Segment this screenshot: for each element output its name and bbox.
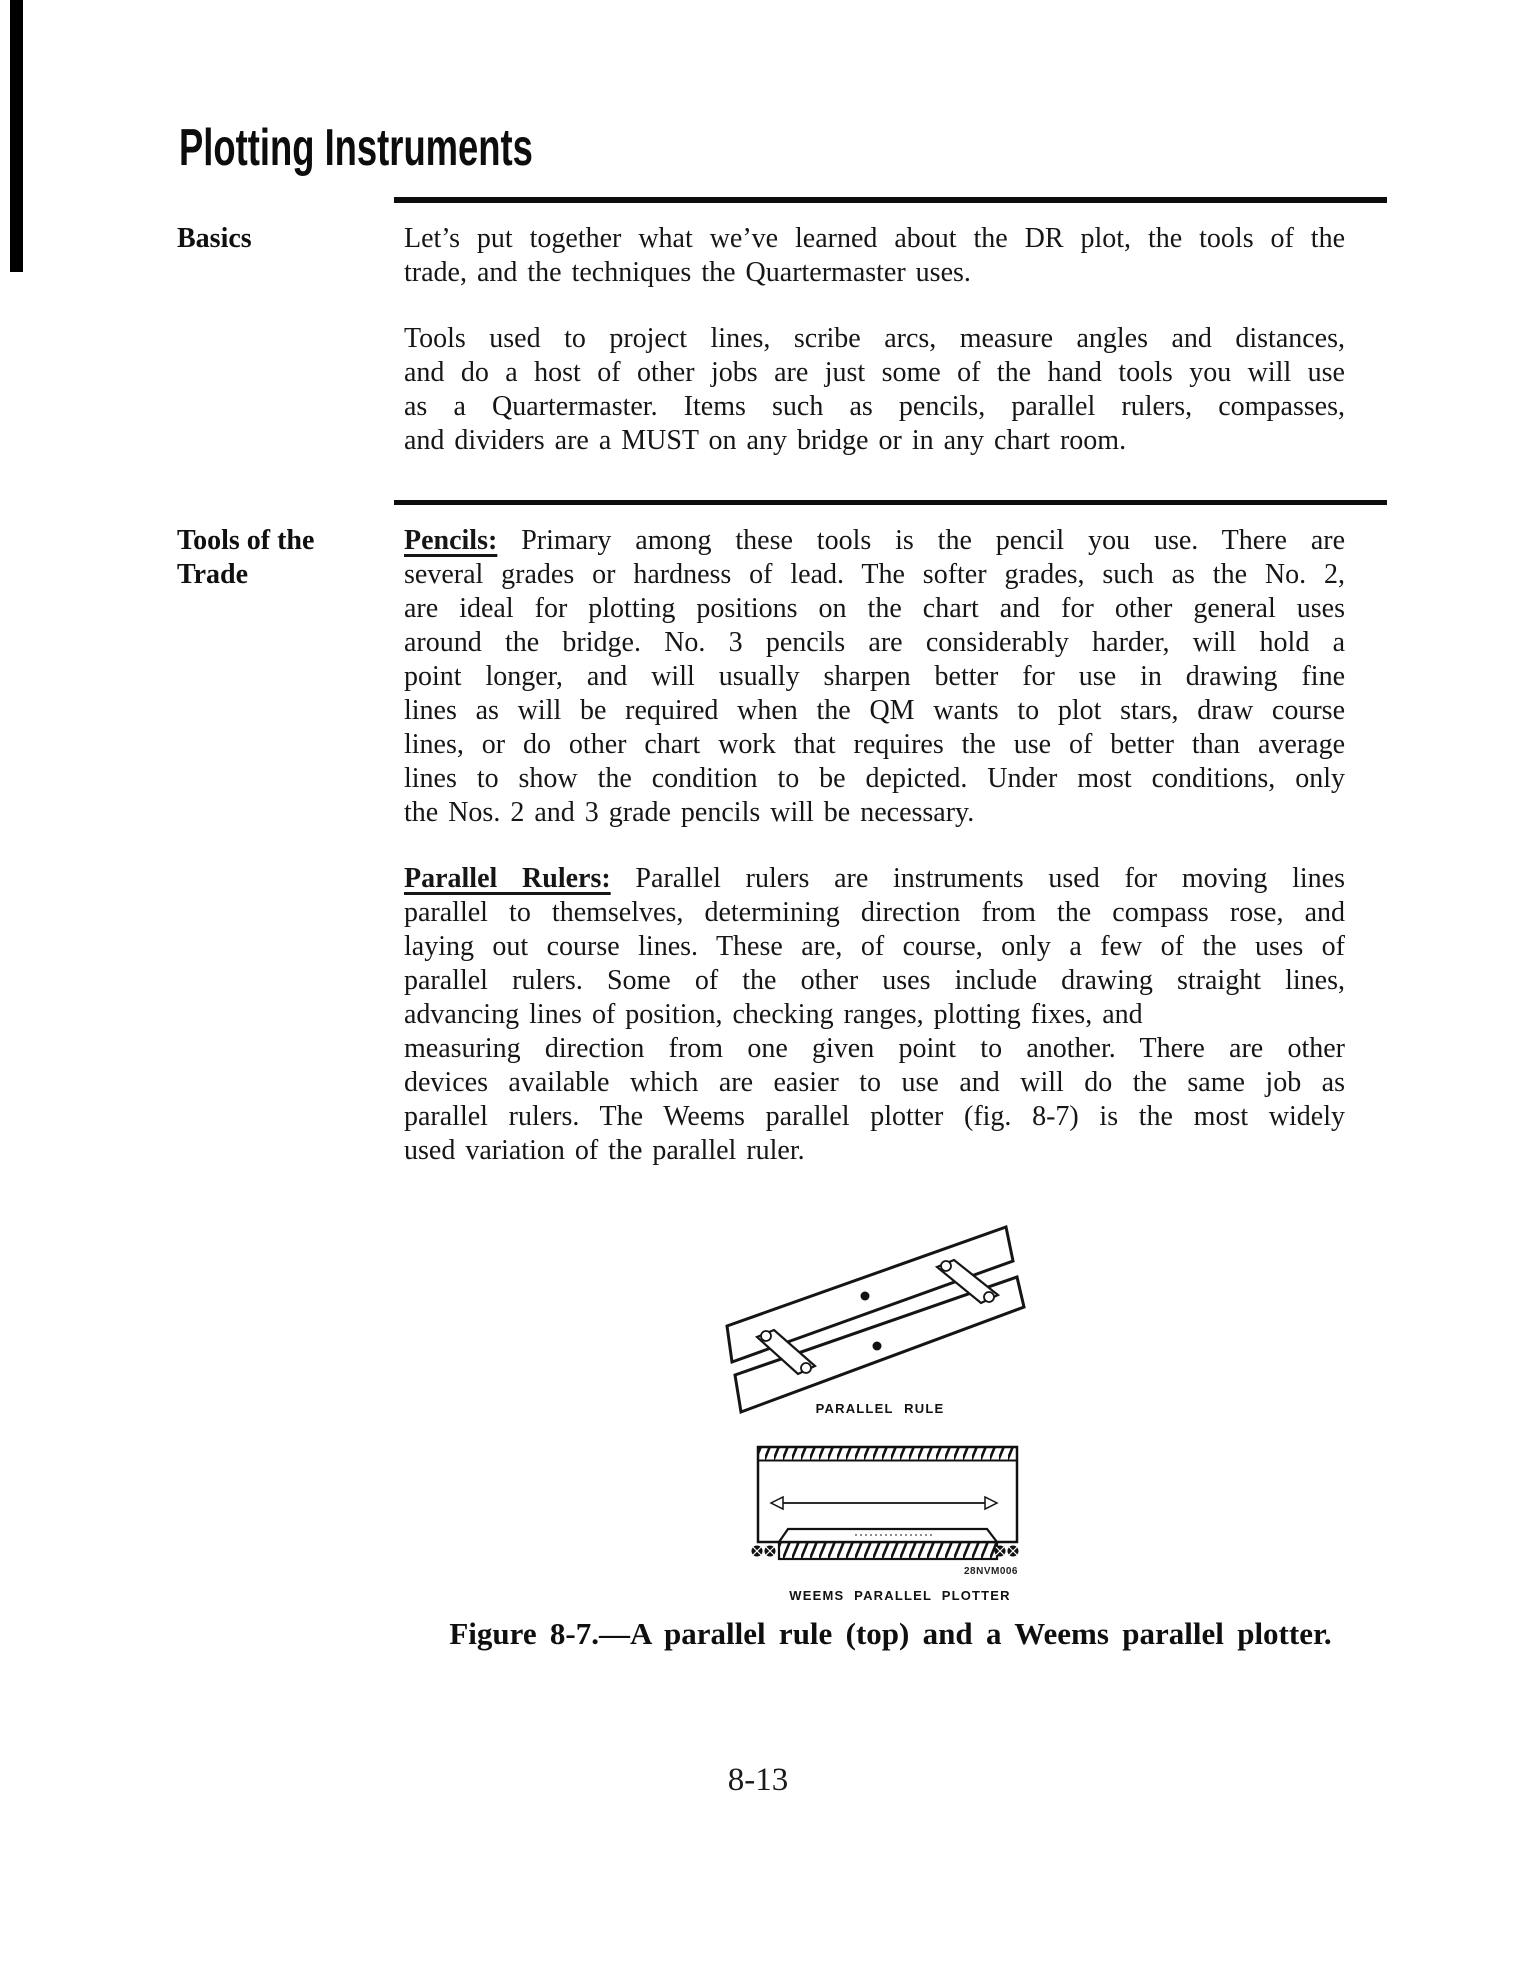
- screw-icon: [984, 1292, 994, 1302]
- text-line: lines as will be required when the QM wants to plot stars, draw course: [404, 695, 1345, 726]
- scan-artifact-bar: [10, 0, 23, 272]
- text-line: Parallel Rulers: Parallel rulers are instruments used for moving lines: [404, 863, 1345, 894]
- text-line: point longer, and will usually sharpen better for use in drawing fine: [404, 661, 1345, 692]
- text-line: lines to show the condition to be depicted. Under most conditions, only: [404, 763, 1345, 794]
- text-line: laying out course lines. These are, of course, only a few of the uses of: [404, 931, 1345, 962]
- section-divider-middle: [394, 500, 1387, 505]
- paragraph-basics-intro: [404, 222, 1345, 290]
- text-line: Pencils: Primary among these tools is the pencil you use. There are: [404, 525, 1345, 556]
- text-line: as a Quartermaster. Items such as pencils, parallel rulers, compasses,: [404, 391, 1345, 422]
- text-line: devices available which are easier to use and will do the same job as: [404, 1067, 1345, 1098]
- parallel-rule-illustration: [640, 1190, 1120, 1425]
- roller-wheel-icon: [995, 1546, 1006, 1557]
- paragraph-pencils: [404, 524, 1345, 830]
- section-label-tools-of-the-trade: Tools of the Trade: [177, 525, 315, 590]
- text-line: parallel rulers. Some of the other uses include drawing straight lines,: [404, 965, 1345, 996]
- roller-wheel-icon: [752, 1546, 763, 1557]
- text-line: Let’s put together what we’ve learned about the DR plot, the tools of the: [404, 223, 1345, 254]
- weems-plotter-label: WEEMS PARALLEL PLOTTER: [789, 1588, 1011, 1603]
- paragraph-parallel-rulers: [404, 862, 1345, 1168]
- text-line: parallel rulers. The Weems parallel plotter (fig. 8-7) is the most widely: [404, 1101, 1345, 1132]
- text-line: are ideal for plotting positions on the chart and for other general uses: [404, 593, 1345, 624]
- text-line: trade, and the techniques the Quartermaster uses.: [404, 257, 971, 288]
- text-line: lines, or do other chart work that requires the use of better than average: [404, 729, 1345, 760]
- text-line: Tools used to project lines, scribe arcs, measure angles and distances,: [404, 323, 1345, 354]
- text-line: and do a host of other jobs are just some of the hand tools you will use: [404, 357, 1345, 388]
- run-in-heading: Pencils:: [404, 525, 498, 556]
- page-number: 8-13: [727, 1762, 789, 1798]
- text-line: advancing lines of position, checking ranges, plotting fixes, and: [404, 999, 1143, 1030]
- roller-wheel-icon: [765, 1546, 776, 1557]
- section-divider-top: [394, 197, 1387, 203]
- figure-caption: Figure 8-7.—A parallel rule (top) and a Weems parallel plotter.: [449, 1616, 1332, 1651]
- screw-icon: [761, 1331, 771, 1341]
- text-line: the Nos. 2 and 3 grade pencils will be necessary.: [404, 797, 975, 828]
- finger-hole-dot: [861, 1292, 870, 1301]
- roller-bar: [779, 1542, 997, 1559]
- finger-hole-dot: [873, 1342, 882, 1351]
- paragraph-basics-tools: [404, 322, 1345, 458]
- text-line: and dividers are a MUST on any bridge or in any chart room.: [404, 425, 1127, 456]
- text-line: around the bridge. No. 3 pencils are considerably harder, will hold a: [404, 627, 1345, 658]
- page-title-text: Plotting Instruments: [179, 118, 533, 177]
- text-line: used variation of the parallel ruler.: [404, 1135, 805, 1166]
- plotter-edge-plate: [779, 1529, 997, 1542]
- weems-plotter-illustration: [740, 1438, 1040, 1578]
- section-label-basics: Basics: [177, 223, 252, 254]
- illustration-code: 28NVM006: [963, 1566, 1018, 1577]
- run-in-heading: Parallel Rulers:: [404, 863, 611, 894]
- text-line: parallel to themselves, determining direction from the compass rose, and: [404, 897, 1345, 928]
- parallel-rule-label: PARALLEL RULE: [815, 1401, 945, 1416]
- text-line: several grades or hardness of lead. The softer grades, such as the No. 2,: [404, 559, 1345, 590]
- plotter-grip-hatching: [759, 1448, 1016, 1460]
- roller-wheel-icon: [1008, 1546, 1019, 1557]
- screw-icon: [941, 1261, 951, 1271]
- text-line: measuring direction from one given point to another. There are other: [404, 1033, 1345, 1064]
- screw-icon: [801, 1363, 811, 1373]
- page-title: [179, 118, 685, 177]
